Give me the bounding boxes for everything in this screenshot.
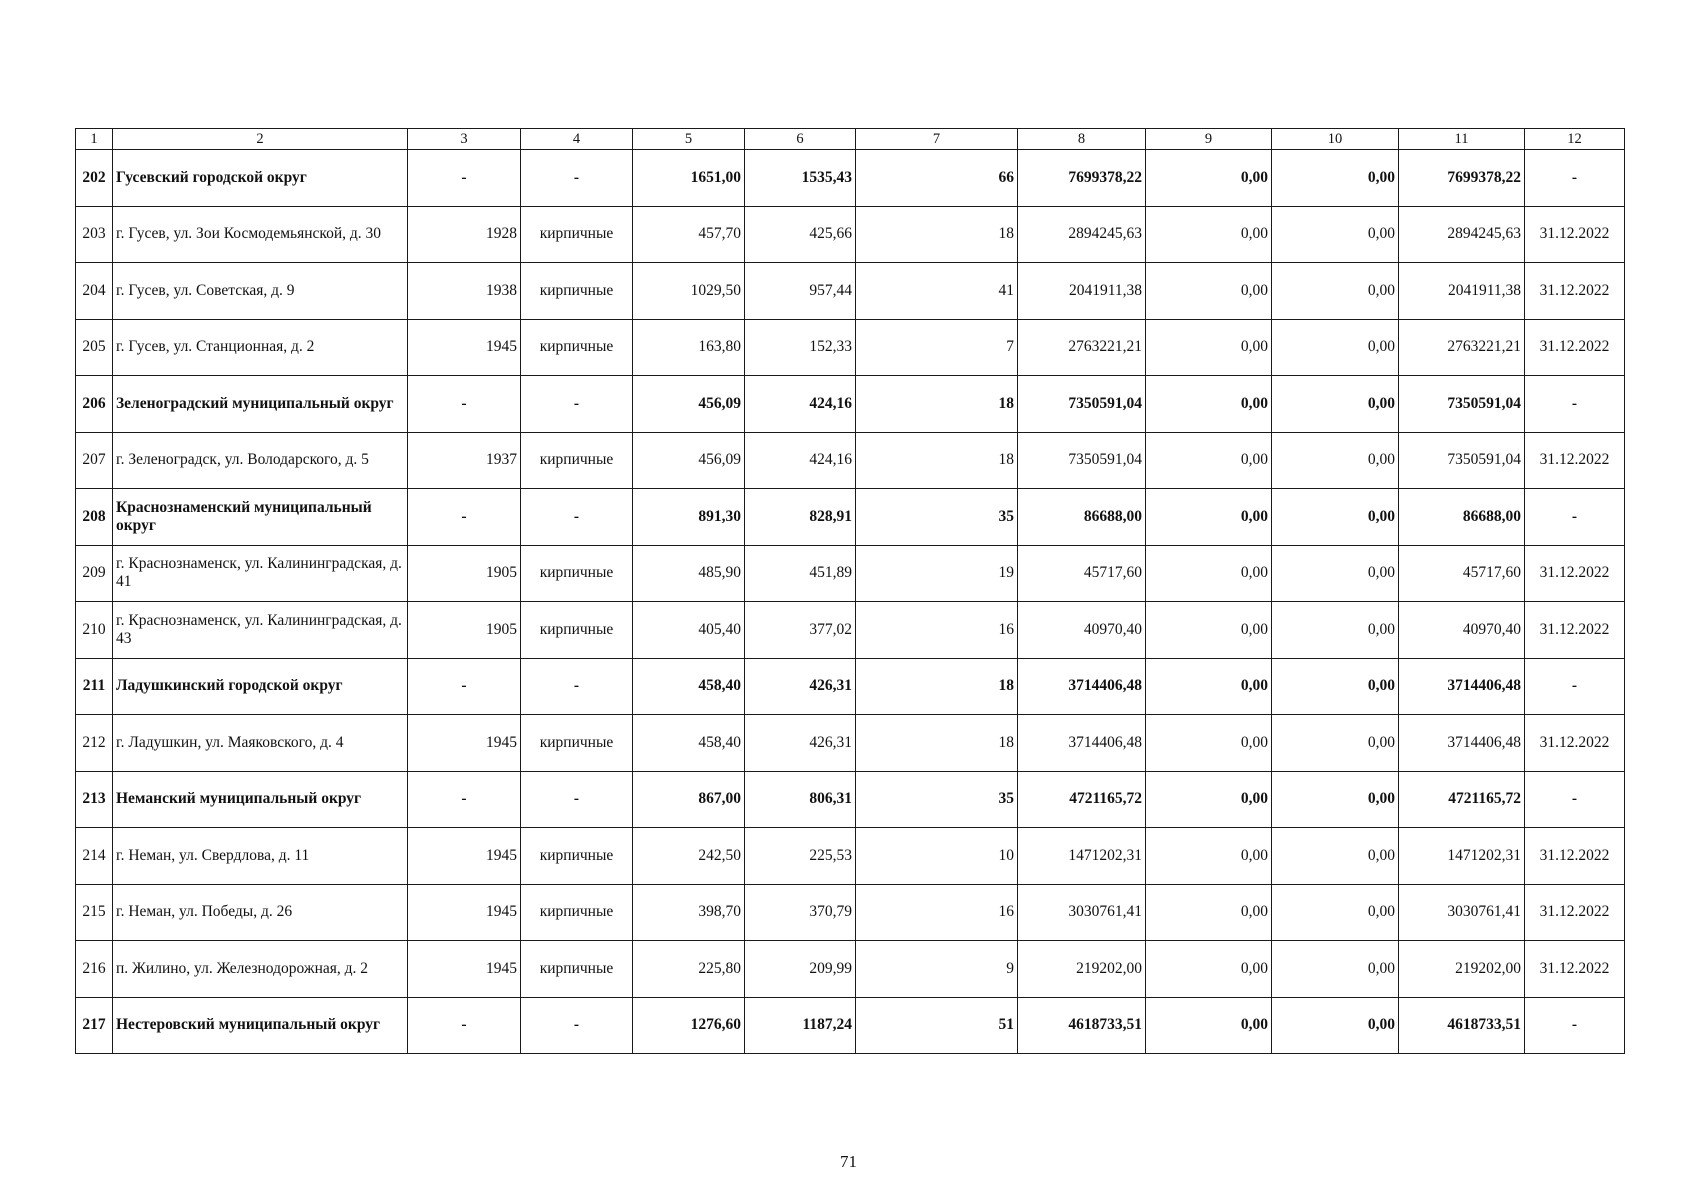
residents-count-cell: 16 [856,884,1018,941]
column-number: 7 [856,129,1018,150]
fund-cost-cell: 0,00 [1146,376,1272,433]
wall-material-cell: - [521,489,633,546]
budget-cost-cell: 0,00 [1272,602,1399,659]
row-number-cell: 209 [76,545,113,602]
deadline-cell: 31.12.2022 [1525,206,1625,263]
owners-cost-cell: 7350591,04 [1399,376,1525,433]
deadline-cell: - [1525,771,1625,828]
total-cost-cell: 7350591,04 [1018,376,1146,433]
deadline-cell: - [1525,376,1625,433]
deadline-cell: - [1525,997,1625,1054]
total-area-cell: 458,40 [633,658,745,715]
column-number: 1 [76,129,113,150]
budget-cost-cell: 0,00 [1272,489,1399,546]
living-area-cell: 1187,24 [745,997,856,1054]
budget-cost-cell: 0,00 [1272,715,1399,772]
address-cell: г. Ладушкин, ул. Маяковского, д. 4 [113,715,408,772]
fund-cost-cell: 0,00 [1146,997,1272,1054]
deadline-cell: 31.12.2022 [1525,715,1625,772]
table-body [76,129,1625,1054]
year-cell: 1945 [408,828,521,885]
residents-count-cell: 18 [856,376,1018,433]
column-number: 3 [408,129,521,150]
residents-count-cell: 66 [856,150,1018,207]
house-row [76,715,1625,772]
residents-count-cell: 7 [856,319,1018,376]
wall-material-cell: кирпичные [521,206,633,263]
budget-cost-cell: 0,00 [1272,884,1399,941]
living-area-cell: 152,33 [745,319,856,376]
total-area-cell: 1276,60 [633,997,745,1054]
wall-material-cell: кирпичные [521,828,633,885]
living-area-cell: 225,53 [745,828,856,885]
row-number-cell: 215 [76,884,113,941]
deadline-cell: 31.12.2022 [1525,263,1625,320]
residents-count-cell: 51 [856,997,1018,1054]
address-cell: Зеленоградский муниципальный округ [113,376,408,433]
district-total-row [76,489,1625,546]
owners-cost-cell: 86688,00 [1399,489,1525,546]
living-area-cell: 425,66 [745,206,856,263]
fund-cost-cell: 0,00 [1146,828,1272,885]
total-cost-cell: 2763221,21 [1018,319,1146,376]
residents-count-cell: 18 [856,432,1018,489]
year-cell: - [408,997,521,1054]
budget-cost-cell: 0,00 [1272,206,1399,263]
year-cell: - [408,658,521,715]
budget-cost-cell: 0,00 [1272,545,1399,602]
fund-cost-cell: 0,00 [1146,150,1272,207]
wall-material-cell: - [521,771,633,828]
row-number-cell: 205 [76,319,113,376]
wall-material-cell: кирпичные [521,884,633,941]
address-cell: г. Неман, ул. Победы, д. 26 [113,884,408,941]
total-area-cell: 891,30 [633,489,745,546]
deadline-cell: - [1525,658,1625,715]
fund-cost-cell: 0,00 [1146,206,1272,263]
row-number-cell: 216 [76,941,113,998]
row-number-cell: 206 [76,376,113,433]
row-number-cell: 202 [76,150,113,207]
total-area-cell: 405,40 [633,602,745,659]
year-cell: - [408,150,521,207]
district-total-row [76,771,1625,828]
total-cost-cell: 4618733,51 [1018,997,1146,1054]
total-area-cell: 456,09 [633,432,745,489]
total-area-cell: 1029,50 [633,263,745,320]
wall-material-cell: кирпичные [521,263,633,320]
address-cell: г. Гусев, ул. Станционная, д. 2 [113,319,408,376]
living-area-cell: 426,31 [745,658,856,715]
row-number-cell: 214 [76,828,113,885]
fund-cost-cell: 0,00 [1146,884,1272,941]
total-cost-cell: 3714406,48 [1018,658,1146,715]
house-row [76,602,1625,659]
residents-count-cell: 9 [856,941,1018,998]
deadline-cell: 31.12.2022 [1525,828,1625,885]
deadline-cell: 31.12.2022 [1525,941,1625,998]
living-area-cell: 370,79 [745,884,856,941]
fund-cost-cell: 0,00 [1146,941,1272,998]
row-number-cell: 217 [76,997,113,1054]
house-row [76,828,1625,885]
address-cell: г. Краснознаменск, ул. Калининградская, д. 41 [113,545,408,602]
total-area-cell: 485,90 [633,545,745,602]
fund-cost-cell: 0,00 [1146,771,1272,828]
living-area-cell: 828,91 [745,489,856,546]
budget-cost-cell: 0,00 [1272,432,1399,489]
total-cost-cell: 7350591,04 [1018,432,1146,489]
total-cost-cell: 1471202,31 [1018,828,1146,885]
total-cost-cell: 3714406,48 [1018,715,1146,772]
owners-cost-cell: 45717,60 [1399,545,1525,602]
deadline-cell: - [1525,150,1625,207]
total-cost-cell: 7699378,22 [1018,150,1146,207]
row-number-cell: 210 [76,602,113,659]
column-number: 4 [521,129,633,150]
year-cell: 1905 [408,545,521,602]
wall-material-cell: - [521,376,633,433]
wall-material-cell: кирпичные [521,432,633,489]
deadline-cell: 31.12.2022 [1525,319,1625,376]
house-row [76,263,1625,320]
house-row [76,545,1625,602]
fund-cost-cell: 0,00 [1146,263,1272,320]
wall-material-cell: - [521,658,633,715]
deadline-cell: 31.12.2022 [1525,884,1625,941]
residents-count-cell: 18 [856,715,1018,772]
budget-cost-cell: 0,00 [1272,941,1399,998]
deadline-cell: - [1525,489,1625,546]
owners-cost-cell: 3714406,48 [1399,715,1525,772]
owners-cost-cell: 7350591,04 [1399,432,1525,489]
total-area-cell: 242,50 [633,828,745,885]
total-cost-cell: 45717,60 [1018,545,1146,602]
address-cell: Краснознаменский муниципальный округ [113,489,408,546]
owners-cost-cell: 2894245,63 [1399,206,1525,263]
row-number-cell: 207 [76,432,113,489]
year-cell: 1937 [408,432,521,489]
budget-cost-cell: 0,00 [1272,828,1399,885]
living-area-cell: 451,89 [745,545,856,602]
total-area-cell: 225,80 [633,941,745,998]
address-cell: Нестеровский муниципальный округ [113,997,408,1054]
living-area-cell: 1535,43 [745,150,856,207]
column-number: 6 [745,129,856,150]
address-cell: п. Жилино, ул. Железнодорожная, д. 2 [113,941,408,998]
year-cell: 1945 [408,715,521,772]
address-cell: г. Зеленоградск, ул. Володарского, д. 5 [113,432,408,489]
district-total-row [76,376,1625,433]
address-cell: Ладушкинский городской округ [113,658,408,715]
fund-cost-cell: 0,00 [1146,319,1272,376]
address-cell: г. Краснознаменск, ул. Калининградская, д. 43 [113,602,408,659]
wall-material-cell: - [521,150,633,207]
living-area-cell: 424,16 [745,376,856,433]
address-cell: г. Гусев, ул. Советская, д. 9 [113,263,408,320]
row-number-cell: 212 [76,715,113,772]
total-cost-cell: 2894245,63 [1018,206,1146,263]
row-number-cell: 204 [76,263,113,320]
wall-material-cell: кирпичные [521,715,633,772]
row-number-cell: 211 [76,658,113,715]
wall-material-cell: кирпичные [521,602,633,659]
owners-cost-cell: 1471202,31 [1399,828,1525,885]
owners-cost-cell: 3030761,41 [1399,884,1525,941]
year-cell: 1938 [408,263,521,320]
residents-count-cell: 35 [856,489,1018,546]
budget-cost-cell: 0,00 [1272,658,1399,715]
district-total-row [76,150,1625,207]
owners-cost-cell: 4618733,51 [1399,997,1525,1054]
year-cell: 1905 [408,602,521,659]
year-cell: - [408,376,521,433]
residents-count-cell: 10 [856,828,1018,885]
total-area-cell: 458,40 [633,715,745,772]
total-cost-cell: 86688,00 [1018,489,1146,546]
owners-cost-cell: 4721165,72 [1399,771,1525,828]
column-number: 9 [1146,129,1272,150]
house-row [76,941,1625,998]
residents-count-cell: 18 [856,206,1018,263]
column-number: 10 [1272,129,1399,150]
column-number: 8 [1018,129,1146,150]
owners-cost-cell: 40970,40 [1399,602,1525,659]
living-area-cell: 209,99 [745,941,856,998]
total-cost-cell: 4721165,72 [1018,771,1146,828]
year-cell: 1945 [408,319,521,376]
living-area-cell: 957,44 [745,263,856,320]
fund-cost-cell: 0,00 [1146,658,1272,715]
owners-cost-cell: 219202,00 [1399,941,1525,998]
district-total-row [76,658,1625,715]
total-cost-cell: 219202,00 [1018,941,1146,998]
row-number-cell: 213 [76,771,113,828]
year-cell: 1945 [408,941,521,998]
owners-cost-cell: 2041911,38 [1399,263,1525,320]
residents-count-cell: 19 [856,545,1018,602]
year-cell: 1928 [408,206,521,263]
total-area-cell: 1651,00 [633,150,745,207]
living-area-cell: 426,31 [745,715,856,772]
total-area-cell: 398,70 [633,884,745,941]
total-area-cell: 456,09 [633,376,745,433]
row-number-cell: 203 [76,206,113,263]
column-number: 5 [633,129,745,150]
budget-cost-cell: 0,00 [1272,150,1399,207]
column-number: 11 [1399,129,1525,150]
deadline-cell: 31.12.2022 [1525,545,1625,602]
year-cell: 1945 [408,884,521,941]
total-cost-cell: 3030761,41 [1018,884,1146,941]
column-numbers-row [76,129,1625,150]
wall-material-cell: кирпичные [521,319,633,376]
fund-cost-cell: 0,00 [1146,602,1272,659]
living-area-cell: 806,31 [745,771,856,828]
data-table [75,128,1625,1054]
wall-material-cell: кирпичные [521,941,633,998]
budget-cost-cell: 0,00 [1272,376,1399,433]
page-number: 71 [840,1152,857,1171]
fund-cost-cell: 0,00 [1146,489,1272,546]
total-cost-cell: 40970,40 [1018,602,1146,659]
total-cost-cell: 2041911,38 [1018,263,1146,320]
total-area-cell: 457,70 [633,206,745,263]
residents-count-cell: 41 [856,263,1018,320]
row-number-cell: 208 [76,489,113,546]
owners-cost-cell: 3714406,48 [1399,658,1525,715]
address-cell: Неманский муниципальный округ [113,771,408,828]
wall-material-cell: - [521,997,633,1054]
year-cell: - [408,771,521,828]
residents-count-cell: 16 [856,602,1018,659]
living-area-cell: 424,16 [745,432,856,489]
fund-cost-cell: 0,00 [1146,432,1272,489]
residents-count-cell: 18 [856,658,1018,715]
budget-cost-cell: 0,00 [1272,319,1399,376]
fund-cost-cell: 0,00 [1146,715,1272,772]
wall-material-cell: кирпичные [521,545,633,602]
budget-cost-cell: 0,00 [1272,997,1399,1054]
house-row [76,884,1625,941]
address-cell: Гусевский городской округ [113,150,408,207]
house-row [76,206,1625,263]
deadline-cell: 31.12.2022 [1525,602,1625,659]
house-row [76,432,1625,489]
total-area-cell: 867,00 [633,771,745,828]
column-number: 12 [1525,129,1625,150]
house-row [76,319,1625,376]
owners-cost-cell: 7699378,22 [1399,150,1525,207]
column-number: 2 [113,129,408,150]
living-area-cell: 377,02 [745,602,856,659]
total-area-cell: 163,80 [633,319,745,376]
address-cell: г. Неман, ул. Свердлова, д. 11 [113,828,408,885]
budget-cost-cell: 0,00 [1272,771,1399,828]
budget-cost-cell: 0,00 [1272,263,1399,320]
year-cell: - [408,489,521,546]
deadline-cell: 31.12.2022 [1525,432,1625,489]
address-cell: г. Гусев, ул. Зои Космодемьянской, д. 30 [113,206,408,263]
owners-cost-cell: 2763221,21 [1399,319,1525,376]
fund-cost-cell: 0,00 [1146,545,1272,602]
residents-count-cell: 35 [856,771,1018,828]
district-total-row [76,997,1625,1054]
